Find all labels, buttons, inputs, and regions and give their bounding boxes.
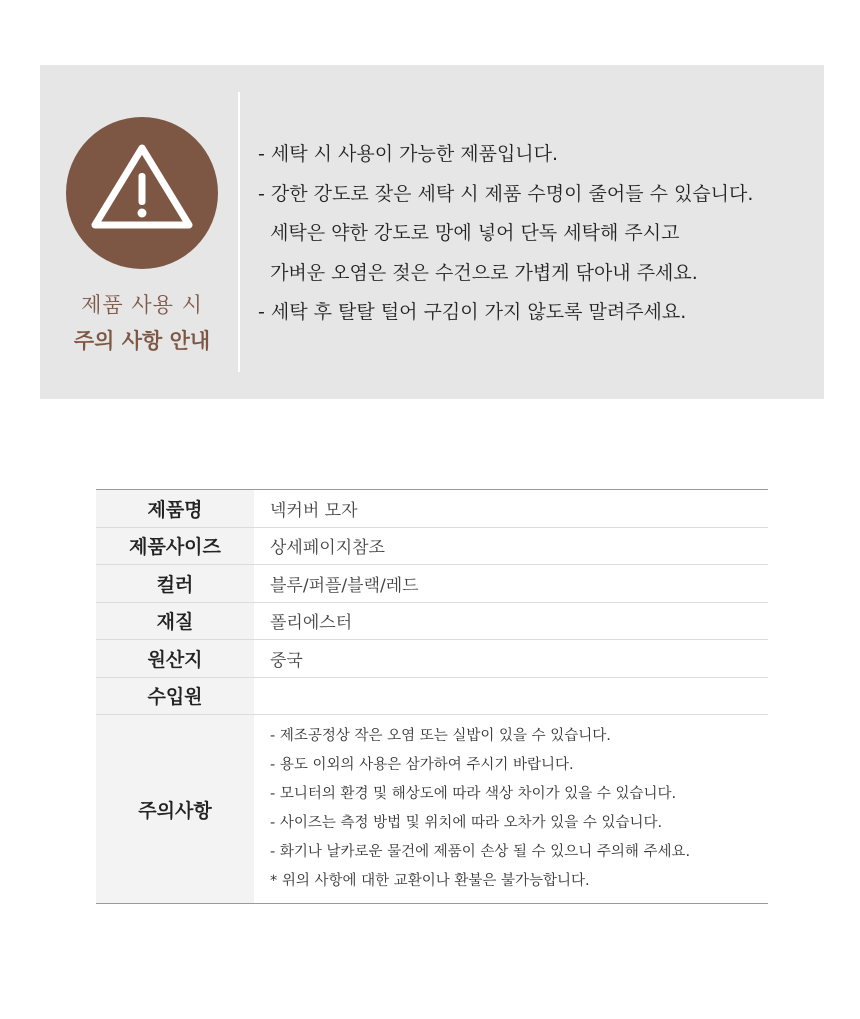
spec-label-product-name: 제품명 — [96, 490, 254, 528]
spec-value-product-name: 넥커버 모자 — [254, 490, 768, 528]
caution-text-list — [258, 135, 818, 333]
spec-value-size: 상세페이지참조 — [254, 527, 768, 565]
spec-label-notes: 주의사항 — [96, 715, 254, 904]
caution-line: 가벼운 오염은 젖은 수건으로 가볍게 닦아내 주세요. — [258, 261, 698, 284]
list-item: - 제조공정상 작은 오염 또는 실밥이 있을 수 있습니다. — [270, 728, 611, 744]
caution-notice-box — [40, 65, 824, 399]
caution-title-line1: 제품 사용 시 — [81, 293, 203, 317]
caution-line: 세탁은 약한 강도로 망에 넣어 단독 세탁해 주시고 — [258, 222, 680, 244]
caution-line: - 세탁 시 사용이 가능한 제품입니다. — [258, 143, 559, 165]
table-row — [96, 677, 768, 715]
caution-title-line2: 주의 사항 안내 — [73, 329, 211, 353]
table-row — [96, 640, 768, 678]
spec-value-material: 폴리에스터 — [254, 602, 768, 640]
spec-value-origin: 중국 — [254, 640, 768, 678]
list-item: - 화기나 날카로운 물건에 제품이 손상 될 수 있으니 주의해 주세요. — [270, 844, 691, 860]
table-row — [96, 602, 768, 640]
caution-divider — [238, 92, 240, 372]
table-row — [96, 565, 768, 603]
warning-triangle-icon — [66, 117, 218, 269]
caution-heading-area — [40, 65, 240, 399]
spec-label-importer: 수입원 — [96, 677, 254, 715]
caution-line: - 세탁 후 탈탈 털어 구김이 가지 않도록 말려주세요. — [258, 301, 687, 323]
notes-list — [254, 722, 768, 896]
table-row — [96, 715, 768, 904]
spec-label-size: 제품사이즈 — [96, 527, 254, 565]
spec-value-importer — [254, 677, 768, 715]
spec-value-color: 블루/퍼플/블랙/레드 — [254, 565, 768, 603]
list-item: - 용도 이외의 사용은 삼가하여 주시기 바랍니다. — [270, 757, 574, 773]
list-item: - 모니터의 환경 및 해상도에 따라 색상 차이가 있을 수 있습니다. — [270, 786, 677, 802]
product-spec-table — [96, 489, 768, 904]
table-row — [96, 490, 768, 528]
spec-label-color: 컬러 — [96, 565, 254, 603]
spec-label-material: 재질 — [96, 602, 254, 640]
table-row — [96, 527, 768, 565]
list-item: - 사이즈는 측정 방법 및 위치에 따라 오차가 있을 수 있습니다. — [270, 815, 663, 831]
warning-badge — [66, 117, 218, 269]
spec-label-origin: 원산지 — [96, 640, 254, 678]
list-item: * 위의 사항에 대한 교환이나 환불은 불가능합니다. — [270, 873, 590, 889]
spec-value-notes — [254, 715, 768, 904]
caution-line: - 강한 강도로 잦은 세탁 시 제품 수명이 줄어들 수 있습니다. — [258, 182, 754, 205]
